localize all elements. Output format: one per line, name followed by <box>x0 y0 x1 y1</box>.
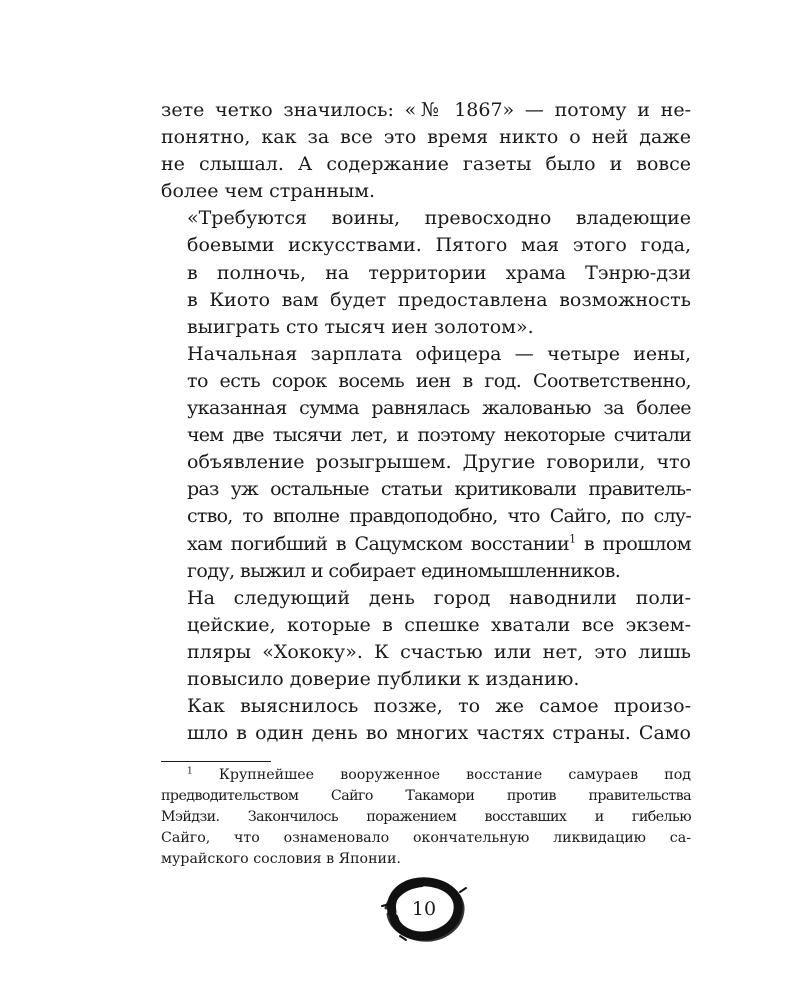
footnote-line: Мэйдзи. Закончилось поражением восставших и гибелью <box>161 809 691 825</box>
text-line: в полночь, на территории храма Тэнрю-дзи <box>187 261 691 284</box>
footnote-divider <box>161 761 271 762</box>
text-line: повысило доверие публики к изданию. <box>187 667 580 690</box>
text-line: указанная сумма равнялась жалованью за более <box>187 397 691 420</box>
footnote <box>161 765 691 870</box>
paragraph <box>161 693 691 747</box>
text-line: выиграть сто тысяч иен золотом». <box>187 315 534 338</box>
text-fragment: в прошлом <box>575 532 691 555</box>
text-line: Как выяснилось позже, то же самое произо- <box>187 695 691 718</box>
paragraph <box>161 205 691 340</box>
paragraph <box>161 341 691 585</box>
text-fragment: хам погибший в Сацумском восстании <box>187 532 570 555</box>
text-line: более чем странным. <box>161 180 376 203</box>
footnote-reference[interactable]: 1 <box>569 532 576 546</box>
text-line: цейские, которые в спешке хватали все экзем- <box>187 613 691 636</box>
paragraph <box>161 97 691 205</box>
main-text <box>161 97 691 747</box>
text-line: зете четко значилось: «№ 1867» — потому и не- <box>161 99 691 121</box>
text-line: году, выжил и собирает единомышленников. <box>187 559 621 582</box>
text-line: то есть сорок восемь иен в год. Соответственно, <box>187 369 691 392</box>
text-line: На следующий день город наводнили поли- <box>187 586 691 609</box>
footnote-line: предводительством Сайго Такамори против правительства <box>161 788 691 804</box>
footnote-line: Сайго, что ознаменовало окончательную ликвидацию са- <box>161 830 691 846</box>
text-line: объявление розыгрышем. Другие говорили, что <box>187 451 691 474</box>
text-line: ство, то вполне правдоподобно, что Сайго, по слу- <box>187 505 691 528</box>
footnote-line <box>161 765 691 786</box>
page-number: 10 <box>411 898 437 920</box>
text-line-with-footnote <box>161 531 691 558</box>
footnote-text: Крупнейшее вооруженное восстание самураев под <box>192 767 691 783</box>
text-line: понятно, как за все это время никто о ней даже <box>161 126 691 149</box>
text-line: в Киото вам будет предоставлена возможность <box>187 288 691 311</box>
footnote-marker: 1 <box>187 766 193 777</box>
footnote-line: мурайского сословия в Японии. <box>161 851 401 867</box>
text-line: Начальная зарплата офицера — четыре иены, <box>187 342 691 365</box>
page-number-badge <box>378 870 470 948</box>
text-line: шло в один день во многих частях страны. Само <box>187 722 691 745</box>
text-line: пляры «Хококу». К счастью или нет, это лишь <box>187 640 691 663</box>
paragraph <box>161 585 691 693</box>
text-line: чем две тысячи лет, и поэтому некоторые считали <box>187 424 691 447</box>
text-line: раз уж остальные статьи критиковали правитель- <box>187 478 691 501</box>
text-line: «Требуются воины, превосходно владеющие <box>187 207 691 230</box>
text-line: боевыми искусствами. Пятого мая этого года, <box>187 234 691 257</box>
text-line: не слышал. А содержание газеты было и вовсе <box>161 153 691 176</box>
